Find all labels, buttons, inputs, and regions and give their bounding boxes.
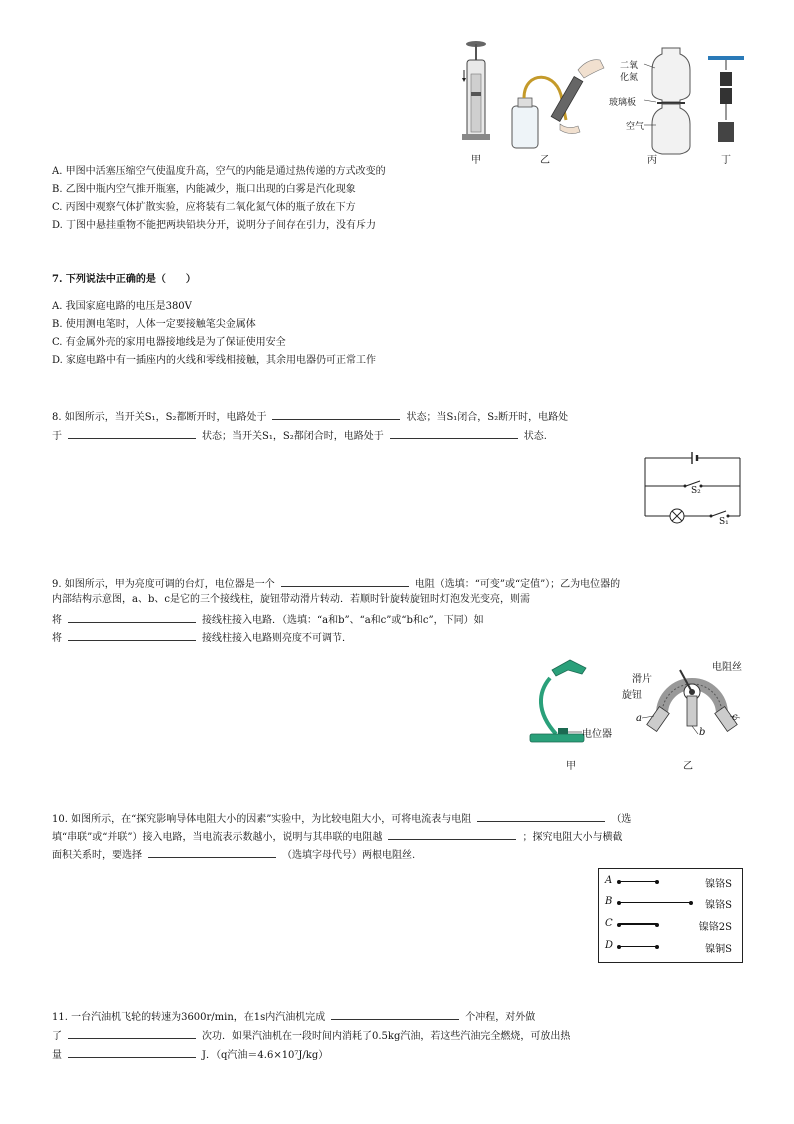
table-row (599, 893, 742, 913)
q6-option-b: B. 乙图中瓶内空气推开瓶塞，内能减少，瓶口出现的白雾是汽化现象 (52, 184, 356, 195)
q6-tube-label-4: 空气 (626, 122, 645, 132)
q9-knob-label: 旋钮 (622, 690, 642, 701)
q8-text-2b: 状态；当开关S₁，S₂都闭合时，电路处于 (202, 431, 384, 442)
q11-text-1a: 11. 一台汽油机飞轮的转速为3600r/min，在1s内汽油机完成 (52, 1012, 326, 1023)
q9-terminal-label-a: a (636, 713, 642, 724)
q6-fig-bing-apparatus (644, 48, 690, 154)
q10-line-3 (52, 846, 415, 863)
q9-wire-label: 电阻丝 (712, 662, 742, 673)
row-material: 镍铬S (705, 900, 732, 911)
q9-text-3a: 将 (52, 615, 62, 626)
q7-option-a: A. 我国家庭电路的电压是380V (52, 301, 192, 312)
lamp-shade-icon (552, 660, 586, 676)
q7-option-d: D. 家庭电路中有一插座内的火线和零线相接触，其余用电器仍可正常工作 (52, 355, 377, 366)
q9-text-4b: 接线柱接入电路则亮度不可调节． (202, 633, 352, 644)
q6-fig-yi-apparatus (512, 60, 604, 148)
q7-option-c: C. 有金属外壳的家用电器接地线是为了保证使用安全 (52, 337, 286, 348)
q8-text-2c: 状态. (523, 431, 547, 442)
q9-line-3 (52, 611, 484, 628)
q6-tube-label-3: 玻璃板 (609, 98, 637, 108)
q11-blank-3[interactable] (68, 1046, 196, 1058)
q8-blank-3[interactable] (390, 427, 518, 439)
q10-text-1b: （选 (611, 814, 632, 825)
q11-blank-2[interactable] (68, 1027, 196, 1039)
row-material: 镍铜S (705, 944, 732, 955)
q11-text-1b: 个冲程，对外做 (465, 1012, 536, 1023)
q8-switch-label-s2: S₂ (691, 486, 701, 496)
q9-pot-label: 电位器 (582, 729, 612, 740)
switch-s1 (712, 511, 726, 516)
q8-text-2a: 于 (52, 431, 62, 442)
q7-option-b: B. 使用测电笔时，人体一定要接触笔尖金属体 (52, 319, 256, 330)
q9-text-4a: 将 (52, 633, 62, 644)
row-letter: B (605, 896, 613, 907)
q9-blank-1[interactable] (281, 575, 409, 587)
q11-blank-1[interactable] (331, 1008, 459, 1020)
row-letter: D (605, 940, 614, 951)
q9-fig-label-jia: 甲 (566, 761, 576, 772)
row-material: 镍铬S (705, 879, 732, 890)
q11-line-2 (52, 1027, 570, 1044)
q10-text-3b: （选填字母代号）两根电阻丝. (282, 850, 416, 861)
q8-text-1a: 8. 如图所示，当开关S₁，S₂都断开时，电路处于 (52, 412, 267, 423)
q11-line-3 (52, 1046, 328, 1063)
q9-blank-3[interactable] (68, 629, 196, 641)
q6-tube-label-1: 二氧 (620, 61, 639, 71)
q9-text-3b: 接线柱接入电路．（选填：“a和b”、“a和c”或“b和c”，下同）如 (202, 615, 484, 626)
q9-line-2: 内部结构示意图，a、b、c是它的三个接线柱，旋钮带动滑片转动．若顺时针旋转旋钮时灯泡发光变亮，则需 (52, 594, 530, 605)
q10-blank-2[interactable] (388, 828, 516, 840)
q10-blank-3[interactable] (148, 846, 276, 858)
q6-figure-label-ding: 丁 (721, 155, 731, 166)
q8-switch-label-s1: S₁ (719, 517, 729, 527)
q10-line-2 (52, 828, 622, 845)
q11-line-1 (52, 1008, 535, 1025)
q9-slider-label: 滑片 (632, 674, 652, 685)
terminal-b (687, 696, 697, 726)
table-row (599, 915, 742, 935)
row-material: 镍铬2S (698, 922, 732, 933)
q8-line-1 (52, 408, 568, 425)
q7-stem: 7. 下列说法中正确的是（ ） (52, 274, 196, 285)
q8-blank-1[interactable] (272, 408, 400, 420)
q6-figure-label-jia: 甲 (471, 155, 481, 166)
q6-option-d: D. 丁图中悬挂重物不能把两块铅块分开，说明分子间存在引力，没有斥力 (52, 220, 377, 231)
q9-text-1b: 电阻（选填：“可变”或“定值”）；乙为电位器的 (414, 579, 621, 590)
q11-text-3a: 量 (52, 1050, 62, 1061)
q6-option-c: C. 丙图中观察气体扩散实验，应将装有二氧化氮气体的瓶子放在下方 (52, 202, 356, 213)
q6-fig-jia-apparatus (462, 41, 490, 140)
q6-fig-ding-apparatus (708, 56, 744, 142)
table-row (599, 872, 742, 892)
q9-terminal-label-c: c (732, 712, 738, 723)
q6-figure-label-bing: 丙 (647, 155, 657, 166)
row-letter: A (605, 875, 613, 886)
q8-line-2 (52, 427, 547, 444)
q11-text-3b: J．（q汽油＝4.6×10⁷J/kg） (202, 1050, 329, 1061)
q9-line-1 (52, 575, 620, 592)
row-letter: C (605, 918, 613, 929)
q8-text-1b: 状态；当S₁闭合，S₂断开时，电路处 (406, 412, 569, 423)
table-row (599, 937, 742, 957)
q8-blank-2[interactable] (68, 427, 196, 439)
q9-fig-label-yi: 乙 (683, 761, 693, 772)
q6-figures (450, 30, 750, 170)
q9-terminal-label-b: b (699, 727, 706, 738)
q6-tube-label-2: 化氮 (620, 73, 639, 83)
q10-text-2b: ；探究电阻大小与横截 (522, 832, 623, 843)
q10-text-2a: 填“串联”或“并联”）接入电路，当电流表示数越小，说明与其串联的电阻越 (52, 832, 383, 843)
q6-option-a: A. 甲图中活塞压缩空气使温度升高，空气的内能是通过热传递的方式改变的 (52, 166, 386, 177)
q9-text-1a: 9. 如图所示，甲为亮度可调的台灯，电位器是一个 (52, 579, 275, 590)
q6-figure-label-yi: 乙 (540, 155, 550, 166)
q11-text-2b: 次功．如果汽油机在一段时间内消耗了0.5kg汽油，若这些汽油完全燃烧，可放出热 (202, 1031, 571, 1042)
q10-text-1a: 10. 如图所示，在“探究影响导体电阻大小的因素”实验中，为比较电阻大小，可将电流表与电阻 (52, 814, 472, 825)
q10-text-3a: 面积关系时，要选择 (52, 850, 142, 861)
q10-line-1 (52, 810, 631, 827)
q11-text-2a: 了 (52, 1031, 62, 1042)
q9-line-4 (52, 629, 352, 646)
q10-blank-1[interactable] (477, 810, 605, 822)
q10-resistor-table (598, 868, 743, 963)
q9-blank-2[interactable] (68, 611, 196, 623)
